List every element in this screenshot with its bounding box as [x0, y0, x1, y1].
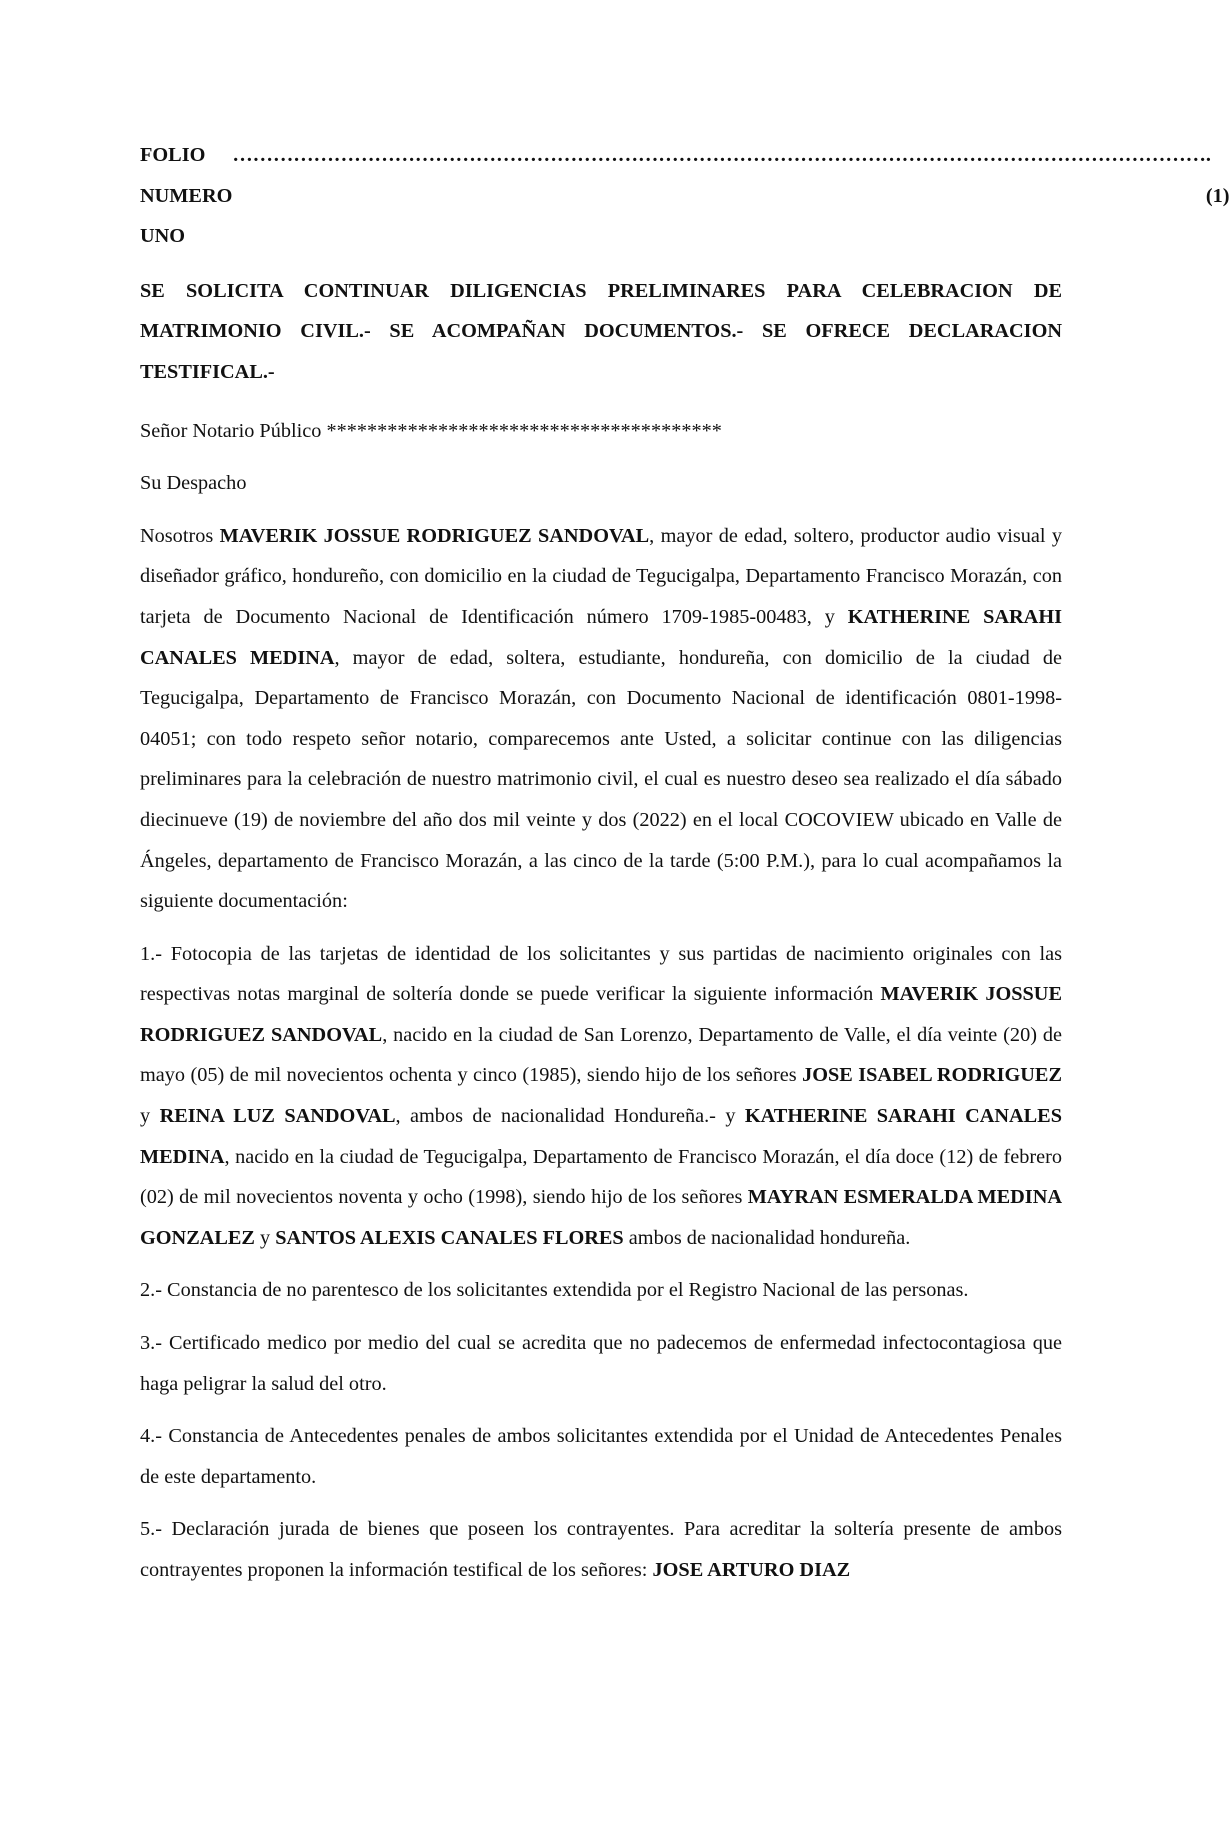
item-1-name-4: KATHERINE SARAHI CANALES MEDINA — [140, 1105, 1062, 1168]
folio-label: FOLIO NUMERO UNO — [140, 144, 233, 248]
document-heading: SE SOLICITA CONTINUAR DILIGENCIAS PRELIMINARES PARA CELEBRACION DE MATRIMONIO CIVIL.- SE ACOMPAÑAN DOCUMENTOS.- SE OFRECE DECLARACION TESTIFICAL.- — [140, 279, 1062, 383]
item-5-name-1: JOSE ARTURO DIAZ — [652, 1559, 851, 1581]
item-1-text-3: y — [140, 1105, 160, 1128]
item-1-text-1: 1.- Fotocopia de las tarjetas de identidad de los solicitantes y sus partidas de nacimiento originales con las respectivas notas marginal de soltería donde se puede verificar la siguiente información — [140, 942, 1062, 1006]
item-4-paragraph: 4.- Constancia de Antecedentes penales de ambos solicitantes extendida por el Unidad de Antecedentes Penales de este departamento. — [140, 1425, 1062, 1488]
item-3-paragraph: 3.- Certificado medico por medio del cual se acredita que no padecemos de enfermedad infectocontagiosa que haga peligrar la salud del otro. — [140, 1332, 1062, 1395]
despacho-line: Su Despacho — [140, 472, 247, 495]
item-1-text-2: , nacido en la ciudad de San Lorenzo, Departamento de Valle, el día veinte (20) de mayo (05) de mil novecientos ochenta y cinco (1985), siendo hijo de los señores — [140, 1023, 1062, 1087]
item-5-paragraph — [140, 1509, 1062, 1590]
item-1-text-7: ambos de nacionalidad hondureña. — [623, 1226, 911, 1249]
intro-text-3: , mayor de edad, soltera, estudiante, hondureña, con domicilio de la ciudad de Tegucigalpa, Departamento de Francisco Morazán, con Documento Nacional de identificación 0801-1998-04051; con todo respeto señor notario, comparecemos ante Usted, a solicitar continue con las diligencias preliminares para la celebración de nuestro matrimonio civil, el cual es nuestro deseo sea realizado el día sábado diecinueve (19) de noviembre del año dos mil veinte y dos (2022) en el local COCOVIEW ubicado en Valle de Ángeles, departamento de Francisco Morazán, a las cinco de la tarde (5:00 P.M.), para lo cual acompañamos la siguiente documentación: — [140, 646, 1062, 913]
item-1-name-1: MAVERIK JOSSUE RODRIGUEZ SANDOVAL — [140, 983, 1062, 1046]
item-1-text-6: y — [254, 1226, 276, 1249]
item-5-text-1: 5.- Declaración jurada de bienes que poseen los contrayentes. Para acreditar la soltería presente de ambos contrayentes proponen la información testifical de los señores: — [140, 1518, 1062, 1581]
intro-text-2: , mayor de edad, soltero, productor audio visual y diseñador gráfico, hondureño, con domicilio en la ciudad de Tegucigalpa, Departamento Francisco Morazán, con tarjeta de Documento Nacional de Identificación número 1709-1985-00483, y — [140, 524, 1062, 628]
folio-line — [140, 135, 1230, 257]
folio-number: .(1) — [1205, 144, 1230, 207]
item-1-name-6: SANTOS ALEXIS CANALES FLORES — [275, 1226, 624, 1249]
intro-text-1: Nosotros — [140, 524, 220, 547]
item-1-text-5: , nacido en la ciudad de Tegucigalpa, Departamento de Francisco Morazán, el día doce (12) de febrero (02) de mil novecientos noventa y ocho (1998), siendo hijo de los señores — [140, 1145, 1062, 1209]
item-1-text-4: , ambos de nacionalidad Hondureña.- y — [395, 1105, 745, 1128]
intro-paragraph — [140, 516, 1062, 922]
document-page — [140, 135, 1230, 1603]
folio-dots: ……………………………………………………………………………………………………………………………… — [232, 144, 1206, 166]
item-2-paragraph: 2.- Constancia de no parentesco de los solicitantes extendida por el Registro Nacional de las personas. — [140, 1279, 969, 1302]
item-1-paragraph — [140, 934, 1062, 1259]
item-1-name-5: MAYRAN ESMERALDA MEDINA GONZALEZ — [140, 1186, 1062, 1249]
applicant-name-1: MAVERIK JOSSUE RODRIGUEZ SANDOVAL — [219, 524, 650, 547]
item-1-name-3: REINA LUZ SANDOVAL — [159, 1105, 396, 1128]
addressee-line: Señor Notario Público *************************************** — [140, 419, 722, 442]
item-1-name-2: JOSE ISABEL RODRIGUEZ — [802, 1064, 1062, 1087]
applicant-name-2: KATHERINE SARAHI CANALES MEDINA — [140, 605, 1062, 669]
